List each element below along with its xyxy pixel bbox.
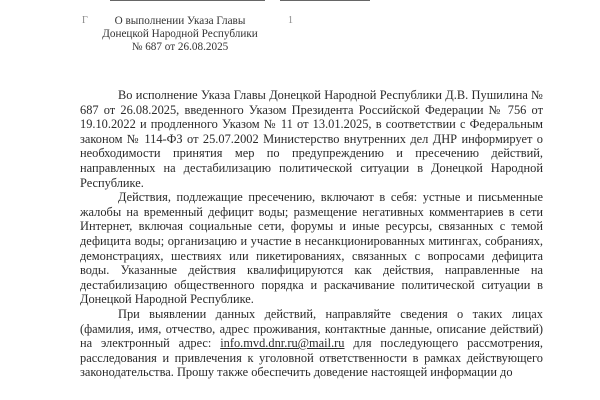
subject-line-3: № 687 от 26.08.2025 xyxy=(131,41,229,53)
subject-line-2: Донецкой Народной Республики xyxy=(102,28,258,40)
corner-mark-right: 1 xyxy=(288,15,293,26)
paragraph-2: Действия, подлежащие пресечению, включают в себя: устные и письменные жалобы на временный дефицит воды; размещение негативных комментариев в сети Интернет, включая социальные сети, форумы и иные ресурсы, связанных с темой дефицита воды; организацию и участие в несанкционированных митингах, собраниях, демонстрациях, шествиях или пикетированиях, связанных с вопросами дефицита воды. Указанные действия квалифицируются как действия, направленные на дестабилизацию общественного порядка и раскачивание политической ситуации в Донецкой Народной Республике. xyxy=(80,190,543,307)
subject-block xyxy=(100,15,260,54)
paragraph-3 xyxy=(80,307,543,380)
number-blank-underline xyxy=(280,0,370,1)
paragraph-1: Во исполнение Указа Главы Донецкой Народной Республики Д.В. Пушилина № 687 от 26.08.2025, введенного Указом Президента Российской Федерации № 756 от 19.10.2022 и продленного Указом № 11 от 13.01.2025, в соответствии с Федеральным законом № 114-ФЗ от 25.07.2002 Министерство внутренних дел ДНР информирует о необходимости принятия мер по предупреждению и пресечению действий, направленных на дестабилизацию политической ситуации в Донецкой Народной Республике. xyxy=(80,88,543,190)
corner-mark-left: Г xyxy=(82,15,88,26)
document-body xyxy=(80,88,543,380)
form-header-line xyxy=(80,0,300,4)
email-link[interactable]: info.mvd.dnr.ru@mail.ru xyxy=(220,336,345,351)
paragraph-3-text-end: для последующего рассмотрения, расследования и привлечения к уголовной ответственности в рамках действующего законодательства. Прошу также обеспечить доведение настоящей информации до xyxy=(80,336,543,380)
subject-line-1: О выполнении Указа Главы xyxy=(114,15,246,27)
date-blank-underline xyxy=(110,0,265,1)
paragraph-3-text-start: При выявлении данных действий, направляйте сведения о таких лицах (фамилия, имя, отчество, адрес проживания, контактные данные, описание действий) на электронный адрес: xyxy=(80,306,543,351)
